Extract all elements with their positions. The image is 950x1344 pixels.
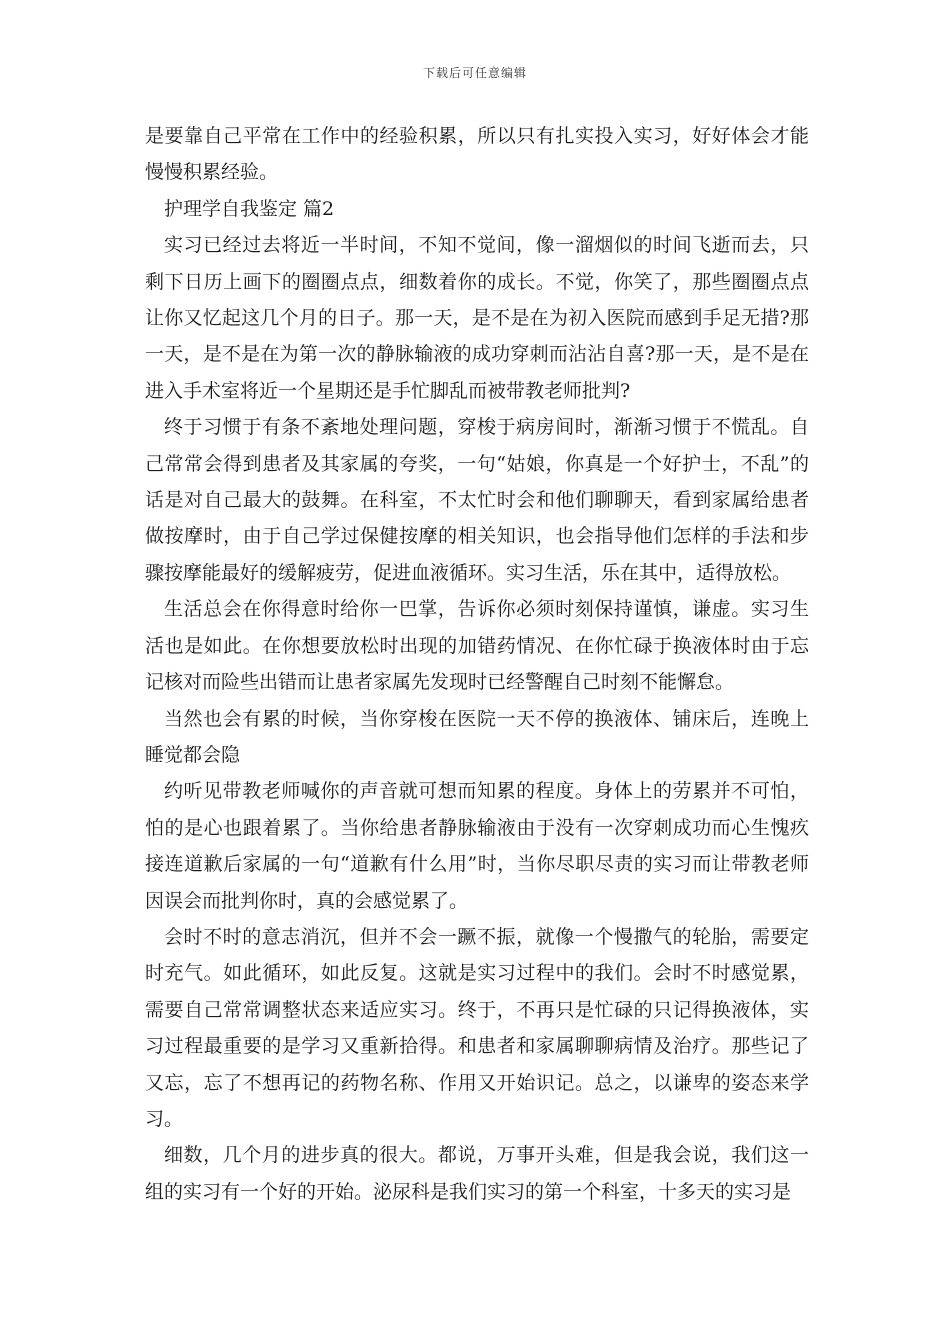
paragraph: 当然也会有累的时候，当你穿梭在医院一天不停的换液体、铺床后，连晚上睡觉都会隐 (145, 707, 809, 766)
paragraph: 实习已经过去将近一半时间，不知不觉间，像一溜烟似的时间飞逝而去，只剩下日历上画下的圈圈点点，细数着你的成长。不觉，你笑了，那些圈圈点点让你又忆起这几个月的日子。那一天，是不是在为初入医院而感到手足无措?那一天，是不是在为第一次的静脉输液的成功穿刺而沾沾自喜?那一天，是不是在进入手术室将近一个星期还是手忙脚乱而被带教老师批判? (145, 234, 809, 402)
section-heading: 护理学自我鉴定 篇2 (164, 197, 335, 220)
paragraph: 生活总会在你得意时给你一巴掌，告诉你必须时刻保持谨慎，谦虚。实习生活也是如此。在你想要放松时出现的加错药情况、在你忙碌于换液体时由于忘记核对而险些出错而让患者家属先发现时已经警醒自己时刻不能懈怠。 (145, 598, 809, 694)
paragraph-continuation: 是要靠自己平常在工作中的经验积累，所以只有扎实投入实习，好好体会才能慢慢积累经验。 (145, 125, 809, 184)
paragraph: 会时不时的意志消沉，但并不会一蹶不振，就像一个慢撒气的轮胎，需要定时充气。如此循环，如此反复。这就是实习过程中的我们。会时不时感觉累，需要自己常常调整状态来适应实习。终于，不再只是忙碌的只记得换液体，实习过程最重要的是学习又重新拾得。和患者和家属聊聊病情及治疗。那些记了又忘，忘了不想再记的药物名称、作用又开始识记。总之，以谦卑的姿态来学习。 (145, 925, 809, 1130)
paragraph: 细数，几个月的进步真的很大。都说，万事开头难，但是我会说，我们这一组的实习有一个好的开始。泌尿科是我们实习的第一个科室，十多天的实习是 (145, 1144, 809, 1203)
document-body (145, 118, 809, 1210)
paragraph: 约听见带教老师喊你的声音就可想而知累的程度。身体上的劳累并不可怕，怕的是心也跟着累了。当你给患者静脉输液由于没有一次穿刺成功而心生愧疚接连道歉后家属的一句“道歉有什么用”时，当你尽职尽责的实习而让带教老师因误会而批判你时，真的会感觉累了。 (145, 780, 809, 912)
paragraph: 终于习惯于有条不紊地处理问题，穿梭于病房间时，渐渐习惯于不慌乱。自己常常会得到患者及其家属的夸奖，一句“姑娘，你真是一个好护士，不乱”的话是对自己最大的鼓舞。在科室，不太忙时会和他们聊聊天，看到家属给患者做按摩时，由于自己学过保健按摩的相关知识，也会指导他们怎样的手法和步骤按摩能最好的缓解疲劳，促进血液循环。实习生活，乐在其中，适得放松。 (145, 416, 809, 584)
page-header-note: 下载后可任意编辑 (422, 66, 527, 80)
